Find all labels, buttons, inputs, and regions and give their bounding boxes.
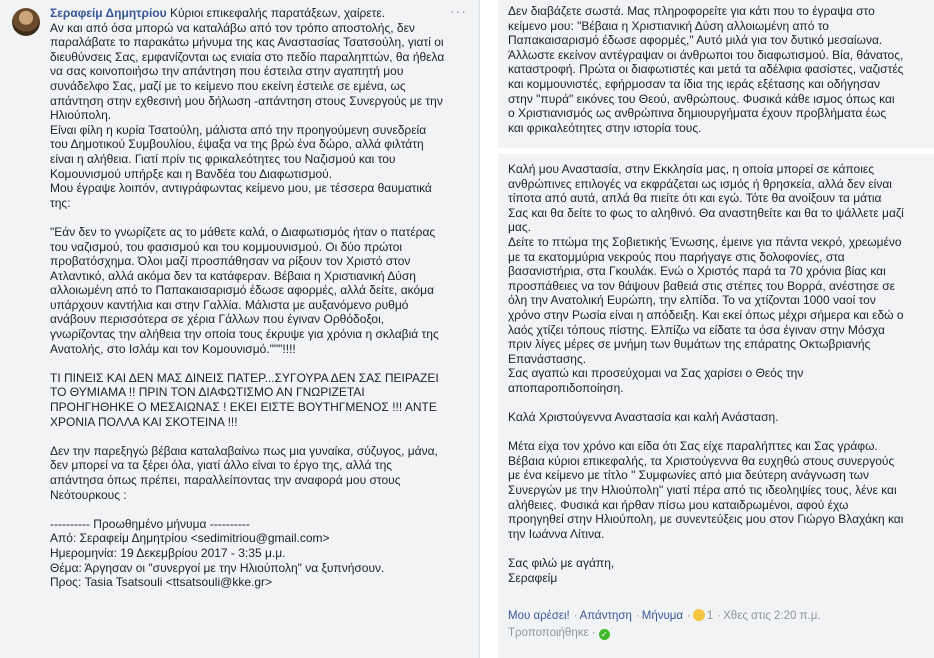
- timestamp[interactable]: Χθες στις 2:20 π.μ.: [723, 610, 821, 622]
- comment-text: Κύριοι επικεφαλής παρατάξεων, χαίρετε. Αν και από όσα μπορώ να καταλάβω από τον τρόπο αποστολής, δεν παραλάβατε το παρακάτω μήνυμα της κας Αναστασίας Τσατσούλη, γιατί οι διευθύνσεις Σας, εμφανίζονται ως ενιαία στο πεδίο παραληπτών, θα ήθελα να σας κοινοποιήσω την απάντηση που έστειλα στην αγαπητή μου συνάδελφο Σας, μαζί με το κείμενο που εκείνη έστειλε σε εμένα, ως απάντηση στην εχθεσινή μου δήλωση -απάντηση στους Συνεργούς με την Ηλιούπολη. Είναι φίλη η κυρία Τσατούλη, μάλιστα από την προηγούμενη συνεδρεία του Δημοτικού Συμβουλίου, έψαξα να της βρώ ένα δώρο, αλλά φιλτάτη είναι η αλήθεια. Γιατί πρίν τις φρικαλεότητες του Ναζισμού και του Κομουνισμού υπήρξε και η Βανδέα του Διαφωτισμού. Μου έγραψε λοιπόν, αντιγράφωντας κείμενο μου, με τέσσερα θαυματικά της: "Εάν δεν το γνωρίζετε ας το μάθετε καλά, ο Διαφωτισμός ήταν ο πατέρας του ναζισμού, του φασισμού και του κομμουνισμού. Οι δύο πρώτοι προβατόσχημα. Όλοι μαζί προσπάθησαν να ρίξουν τον Χριστό στον Ατλαντικό, αλλά ακόμα δεν τα κατάφεραν. Βέβαια η Χριστιανική Δύση αλλοιωμένη από το Παπακαισαρισμό έδωσε αφορμές, αλλά δείτε, ακόμα υπάρχουν καντήλια και στην Γαλλία. Μάλιστα με αυξανόμενο ρυθμό ανάβουν περισσότερα σε χέρια Γάλλων που έγιναν Ορθόδοξοι, γνωρίζοντας την αλήθεια την οποία τους έκρυψε για χρόνια η σκλαβιά της Ανατολής, στο Ισλάμ και τον Κομουνισμό."""!!!! ΤΙ ΠΙΝΕΙΣ ΚΑΙ ΔΕΝ ΜΑΣ ΔΙΝΕΙΣ ΠΑΤΕΡ...ΣΥΓΟΥΡΑ ΔΕΝ ΣΑΣ ΠΕΙΡΑΖΕΙ ΤΟ ΘΥΜΙΑΜΑ !! ΠΡΙΝ ΤΟΝ ΔΙΑΦΩΤΙΣΜΟ ΑΝ ΓΝΩΡΙΖΕΤΑΙ ΠΡΟΗΓΗΘΗΚΕ Ο ΜΕΣΑΙΩΝΑΣ ! ΕΚΕΙ ΕΙΣΤΕ ΒΟΥΤΗΓΜΕΝΟΣ !!! ΑΝΤΕ ΧΡΟΝΙΑ ΠΟΛΛΑ ΚΑΙ ΣΚΟΤΕΙΝΑ !!! Δεν την παρεξηγώ βέβαια καταλαβαίνω πως μια γυναίκα, σύζυγος, μάνα, δεν μπορεί να τα ξέρει όλα, γιατί άλλο είναι το έργο της, αλλά της απάντησα όπως πρέπει, παραλλείποντας την αναφορά μου στους Νεότουρκους : ---------- Προωθημένο μήνυμα ---------- Από: Σεραφείμ Δημητρίου <sedimitriou@gmail.com> Ημερομηνία: 19 Δεκεμβρίου 2017 - 3:35 μ.μ. Θέμα: Άργησαν οι "συνεργοί με την Ηλιούπολη" να ξυπνήσουν. Προς: Tasia Tsatsouli <ttsatsouli@kke.gr>: [50, 6, 445, 590]
- comment-body: [50, 3, 468, 590]
- right-bottom-comment: [498, 148, 934, 658]
- right-top-comment: [498, 0, 934, 148]
- comment-text: Δεν διαβάζετε σωστά. Μας πληροφορείτε για κάτι που το έγραψα στο κείμενο μου: "Βέβαια η Χριστιανική Δύση αλλοιωμένη από το Παπακαισαρισμό έδωσε αφορμές," Αυτό μιλά για τον δυτικό μεσαίωνα. Άλλωστε εκείνον αντέγραψαν οι άνθρωποι του διαφωτισμού. Βία, θάνατος, καταστροφή. Πρώτα οι διαφωτιστές και μετά τα αδέλφια φασίστες, ναζιστές και κομμουνιστές, εφήρμοσαν τα ίδια της ιεράς εξέτασης και οδήγησαν στην "πυρά" εικόνες του Θεού, ανθρώπους. Φυσικά κάθε ισμος όπως και ο Χριστιανισμός ως ανθρώπινα δημιουργήματα έχουν προβλήματα έως και φρικαλεότητες στην ιστορία τους.: [508, 4, 904, 135]
- more-options-icon[interactable]: ···: [450, 3, 467, 19]
- reaction-count[interactable]: 1: [706, 610, 714, 622]
- comment-footer: Μου αρέσει! · Απάντηση · Μήνυμα · 1 · Χθες στις 2:20 π.μ.: [508, 610, 821, 622]
- edited-label: Τροποποιήθηκε: [508, 627, 589, 639]
- like-link[interactable]: Μου αρέσει!: [508, 610, 570, 622]
- check-icon: ✓: [599, 629, 610, 640]
- reply-link[interactable]: Απάντηση: [579, 610, 632, 622]
- edited-indicator[interactable]: Τροποποιήθηκε · ✓: [508, 626, 610, 641]
- author-name[interactable]: Σεραφείμ Δημητρίου: [50, 6, 167, 20]
- message-link[interactable]: Μήνυμα: [641, 610, 684, 622]
- avatar[interactable]: [12, 8, 40, 36]
- sad-reaction-icon[interactable]: [693, 609, 705, 621]
- comment-text: Καλή μου Αναστασία, στην Εκκλησία μας, η οποία μπορεί σε κάποιες ανθρώπινες επιλογές να εκφράζεται ως ισμός ή θρησκεία, αλλά δεν είναι τίποτα από αυτά, απλά θα πιείτε ότι και εγώ. Τότε θα ανοίξουν τα μάτια Σας και θα δείτε το φως το αληθινό. Θα αναστηθείτε και θα το ψάλλετε μαζί μας. Δείτε το πτώμα της Σοβιετικής Ένωσης, έμεινε για πάντα νεκρό, χρεωμένο με τα εκατομμύρια νεκρούς που παρήγαγε στις δολοφονίες, στα βασανιστήρια, στα Γκουλάκ. Ενώ ο Χριστός παρά τα 70 χρόνια βίας και προσπάθειες να τον θάψουν βαθειά στις στέπες του Βορρά, ανέστησε σε όλη την Ανατολική Ευρώπη, την ελπίδα. Το να χτίζονται 1000 ναοί τον χρόνο στην Ρωσία είναι η απόδειξη. Και εκεί όπως μέχρι σήμερα και εδώ ο λαός χτίζει τόπους πίστης. Ελπίζω να είδατε τα όσα έγιναν στην Μόσχα πριν λίγες μέρες σε μνήμη των θυμάτων της επάρατης Οκτωβριανής Επανάστασης. Σας αγαπώ και προσεύχομαι να Σας χαρίσει ο Θεός την αποπαροπιδοποίηση. Καλά Χριστούγεννα Αναστασία και καλή Ανάσταση. Μέτα είχα τον χρόνο και είδα ότι Σας είχε παραλήπτες και Σας γράφω. Βέβαια κύριοι επικεφαλής, τα Χριστούγεννα θα ευχηθώ στους συνεργούς με ένα κείμενο με τίτλο " Συμφωνίες από μια δεύτερη ανάγνωση των Συνεργών με την Ηλιούπολη" γιατί πέρα από τις ιδεοληψίες τους, λένε και αλήθειες. Φυσικά και ήρθαν πίσω μου καταιδρωμένοι, αφού έχω προηγηθεί στην Ηλιούπολη, με συνεντεύξεις μου στον Γιώργο Βλαχάκη και την Ιωάννα Λίτινα. Σας φιλώ με αγάπη, Σεραφείμ: [508, 162, 904, 585]
